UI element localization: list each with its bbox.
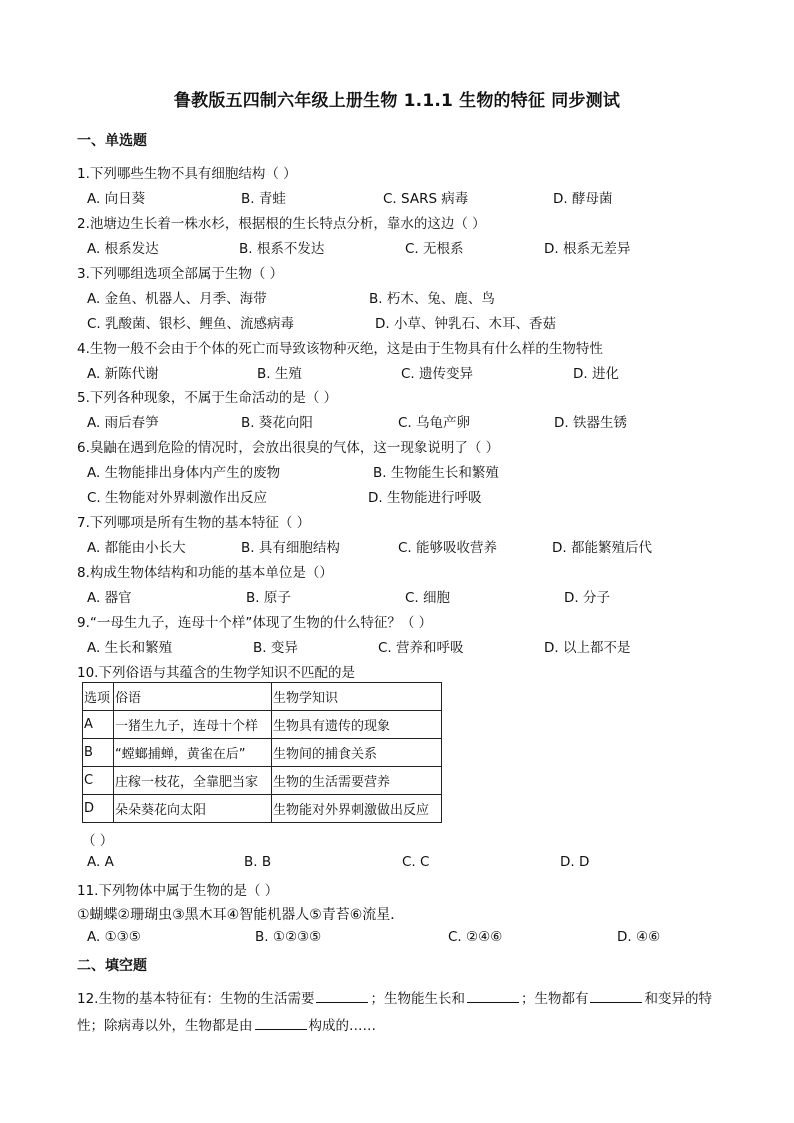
table-row xyxy=(83,767,442,795)
q7-option-d: D. 都能繁殖后代 xyxy=(552,540,652,556)
question-3-stem: 3.下列哪组选项全部属于生物（ ） xyxy=(77,266,284,282)
q11-option-d: D. ④⑥ xyxy=(617,929,661,945)
table-header-row xyxy=(83,683,442,711)
q12-text: ；生物能生长和 xyxy=(370,991,465,1007)
question-11-stem: 11.下列物体中属于生物的是（ ） xyxy=(77,883,279,899)
q10-option-b: B. B xyxy=(244,854,272,870)
q3-option-d: D. 小草、钟乳石、木耳、香菇 xyxy=(375,316,556,332)
q9-option-a: A. 生长和繁殖 xyxy=(87,640,173,656)
table-row xyxy=(83,711,442,739)
table-cell: 生物能对外界刺激做出反应 xyxy=(272,795,442,823)
question-9-stem: 9.“一母生九子，连母十个样”体现了生物的什么特征？（ ） xyxy=(77,615,433,631)
section-heading-fill-blank: 二、填空题 xyxy=(77,958,147,974)
q9-option-c: C. 营养和呼吸 xyxy=(378,640,464,656)
q8-option-b: B. 原子 xyxy=(246,590,291,606)
table-header-cell: 生物学知识 xyxy=(272,683,442,711)
table-header-cell: 选项 xyxy=(83,683,114,711)
question-7-stem: 7.下列哪项是所有生物的基本特征（ ） xyxy=(77,515,311,531)
table-cell: 朵朵葵花向太阳 xyxy=(114,795,272,823)
q5-option-a: A. 雨后春笋 xyxy=(87,415,159,431)
q6-option-c: C. 生物能对外界刺激作出反应 xyxy=(87,490,268,506)
q12-text: 12.生物的基本特征有：生物的生活需要 xyxy=(77,991,315,1007)
table-header-cell: 俗语 xyxy=(114,683,272,711)
answer-blank[interactable] xyxy=(590,988,642,1003)
q6-option-b: B. 生物能生长和繁殖 xyxy=(373,465,499,481)
table-cell: 生物的生活需要营养 xyxy=(272,767,442,795)
q11-option-c: C. ②④⑥ xyxy=(448,929,503,945)
question-11-items: ①蝴蝶②珊瑚虫③黑木耳④智能机器人⑤青苔⑥流星． xyxy=(77,907,405,923)
q5-option-b: B. 葵花向阳 xyxy=(241,415,313,431)
answer-blank[interactable] xyxy=(467,988,519,1003)
question-10-answer-paren: （ ） xyxy=(82,833,114,849)
answer-blank[interactable] xyxy=(316,988,368,1003)
question-10-stem: 10.下列俗语与其蕴含的生物学知识不匹配的是 xyxy=(77,665,355,681)
q5-option-c: C. 乌龟产卵 xyxy=(398,415,471,431)
q12-text: 构成的…… xyxy=(308,1018,376,1034)
table-row xyxy=(83,739,442,767)
q1-option-d: D. 酵母菌 xyxy=(553,191,613,207)
q1-option-c: C. SARS 病毒 xyxy=(383,191,469,207)
q9-option-b: B. 变异 xyxy=(253,640,298,656)
q2-option-a: A. 根系发达 xyxy=(87,241,159,257)
q3-option-b: B. 朽木、兔、鹿、鸟 xyxy=(369,291,495,307)
q7-option-b: B. 具有细胞结构 xyxy=(241,540,340,556)
table-row xyxy=(83,795,442,823)
q6-option-a: A. 生物能排出身体内产生的废物 xyxy=(87,465,281,481)
q10-option-c: C. C xyxy=(402,854,430,870)
question-12-line-1 xyxy=(77,987,712,1007)
question-1-stem: 1.下列哪些生物不具有细胞结构（ ） xyxy=(77,166,297,182)
table-cell: 生物间的捕食关系 xyxy=(272,739,442,767)
answer-blank[interactable] xyxy=(255,1015,307,1030)
q9-option-d: D. 以上都不是 xyxy=(544,640,631,656)
q3-option-c: C. 乳酸菌、银杉、鲤鱼、流感病毒 xyxy=(87,316,295,332)
q8-option-a: A. 器官 xyxy=(87,590,132,606)
q12-text: 和变异的特 xyxy=(644,991,712,1007)
question-4-stem: 4.生物一般不会由于个体的死亡而导致该物种灭绝，这是由于生物具有什么样的生物特性 xyxy=(77,341,603,357)
table-cell: D xyxy=(83,795,114,823)
q2-option-d: D. 根系无差异 xyxy=(544,241,631,257)
q1-option-a: A. 向日葵 xyxy=(87,191,146,207)
q2-option-c: C. 无根系 xyxy=(405,241,464,257)
section-heading-single-choice: 一、单选题 xyxy=(77,133,147,149)
table-cell: B xyxy=(83,739,114,767)
proverb-knowledge-table xyxy=(82,682,442,823)
table-cell: 生物具有遗传的现象 xyxy=(272,711,442,739)
q11-option-b: B. ①②③⑤ xyxy=(255,929,322,945)
q8-option-c: C. 细胞 xyxy=(405,590,451,606)
q4-option-c: C. 遗传变异 xyxy=(401,366,474,382)
table-cell: 一猪生九子，连母十个样 xyxy=(114,711,272,739)
page-title: 鲁教版五四制六年级上册生物 1.1.1 生物的特征 同步测试 xyxy=(173,91,621,111)
q7-option-a: A. 都能由小长大 xyxy=(87,540,186,556)
question-5-stem: 5.下列各种现象，不属于生命活动的是（ ） xyxy=(77,390,338,406)
question-8-stem: 8.构成生物体结构和功能的基本单位是（） xyxy=(77,565,333,581)
table-cell: 庄稼一枝花，全靠肥当家 xyxy=(114,767,272,795)
table-cell: “螳螂捕蝉，黄雀在后” xyxy=(114,739,272,767)
q8-option-d: D. 分子 xyxy=(564,590,610,606)
question-12-line-2 xyxy=(77,1014,376,1034)
q4-option-b: B. 生殖 xyxy=(257,366,302,382)
question-2-stem: 2.池塘边生长着一株水杉，根据根的生长特点分析，靠水的这边（ ） xyxy=(77,216,486,232)
q12-text: 性；除病毒以外，生物都是由 xyxy=(77,1018,253,1034)
q2-option-b: B. 根系不发达 xyxy=(239,241,325,257)
q1-option-b: B. 青蛙 xyxy=(241,191,286,207)
q12-text: ；生物都有 xyxy=(520,991,589,1007)
q4-option-d: D. 进化 xyxy=(573,366,619,382)
q5-option-d: D. 铁器生锈 xyxy=(554,415,627,431)
table-cell: A xyxy=(83,711,114,739)
q6-option-d: D. 生物能进行呼吸 xyxy=(368,490,482,506)
table-cell: C xyxy=(83,767,114,795)
q10-option-a: A. A xyxy=(87,854,114,870)
q4-option-a: A. 新陈代谢 xyxy=(87,366,159,382)
q3-option-a: A. 金鱼、机器人、月季、海带 xyxy=(87,291,267,307)
q11-option-a: A. ①③⑤ xyxy=(87,929,141,945)
q10-option-d: D. D xyxy=(560,854,590,870)
q7-option-c: C. 能够吸收营养 xyxy=(398,540,498,556)
question-6-stem: 6.臭鼬在遇到危险的情况时，会放出很臭的气体，这一现象说明了（ ） xyxy=(77,440,500,456)
